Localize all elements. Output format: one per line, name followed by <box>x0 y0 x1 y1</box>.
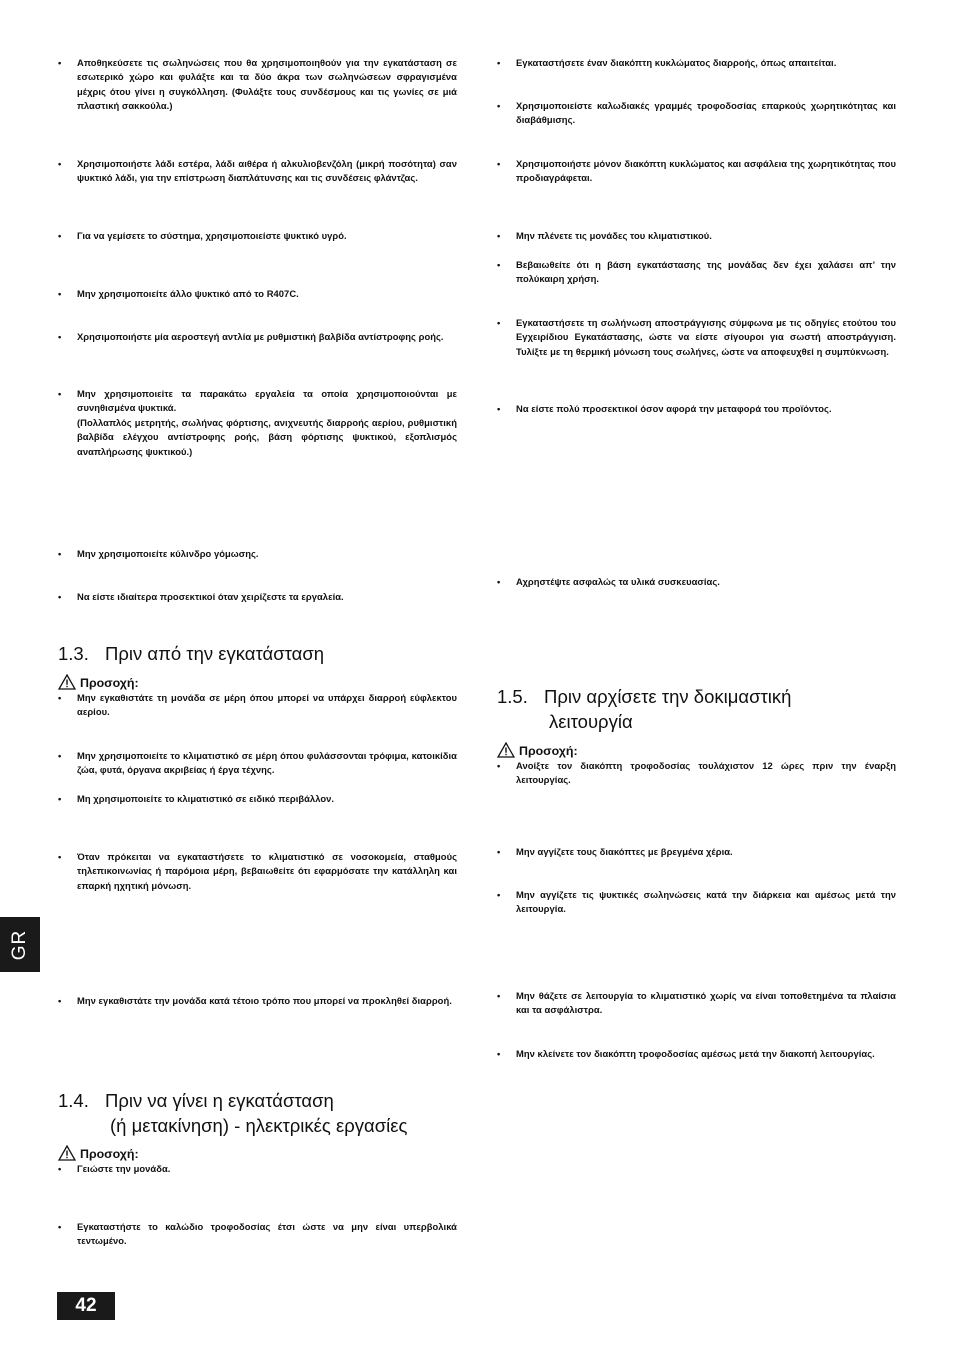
bullet-icon: • <box>497 100 501 111</box>
list-item: • Μην χρησιμοποιείτε κύλινδρο γόμωσης. <box>77 547 457 561</box>
list-item: • Εγκαταστήστε το καλώδιο τροφοδοσίας έτσι ώστε να μην είναι υπερβολικά τεντωμένο. <box>58 1221 457 1247</box>
section-heading-1-4: 1.4. Πριν να γίνει η εγκατάσταση (ή μετακίνηση) - ηλεκτρικές εργασίες <box>58 1090 408 1136</box>
bullet-icon: • <box>58 57 62 68</box>
bullet-icon: • <box>58 995 62 1006</box>
bullet-icon: • <box>58 331 62 342</box>
list-item: • Αχρηστέψτε ασφαλώς τα υλικά συσκευασίας. <box>516 575 896 589</box>
caution-label: Προσοχή: <box>58 1145 139 1162</box>
bullet-icon: • <box>497 1048 501 1059</box>
bullet-icon: • <box>497 889 501 900</box>
page-number: 42 <box>57 1292 115 1320</box>
list-item: • Να είστε ιδιαίτερα προσεκτικοί όταν χειρίζεστε τα εργαλεία. <box>77 590 457 604</box>
list-item: • Μην αγγίζετε τους διακόπτες με βρεγμένα χέρια. <box>516 845 896 859</box>
list-item: • Μην χρησιμοποιείτε το κλιματιστικό σε μέρη όπου φυλάσσονται τρόφιμα, κατοικίδια ζώα, φυτά, όργανα ακριβείας ή έργα τέχνης. <box>58 750 457 776</box>
warning-icon <box>58 1145 76 1161</box>
list-item: • Μην χρησιμοποιείτε άλλο ψυκτικό από το R407C. <box>77 287 457 301</box>
bullet-icon: • <box>58 548 62 559</box>
list-item: • Μην αγγίζετε τις ψυκτικές σωληνώσεις κατά την διάρκεια και αμέσως μετά την λειτουργία. <box>497 889 896 915</box>
bullet-icon: • <box>497 990 501 1001</box>
warning-icon <box>497 742 515 758</box>
bullet-icon: • <box>58 851 62 862</box>
bullet-icon: • <box>58 591 62 602</box>
bullet-icon: • <box>58 1163 62 1174</box>
bullet-icon: • <box>58 692 62 703</box>
bullet-icon: • <box>497 230 501 241</box>
list-item: • Μην κλείνετε τον διακόπτη τροφοδοσίας αμέσως μετά την διακοπή λειτουργίας. <box>516 1047 896 1061</box>
section-heading-1-3: 1.3. Πριν από την εγκατάσταση <box>58 643 325 664</box>
list-item: • Χρησιμοποιήστε μία αεροστεγή αντλία με ρυθμιστική βαλβίδα αντίστροφης ροής. <box>77 330 457 344</box>
list-item: • Χρησιμοποιήστε λάδι εστέρα, λάδι αιθέρα ή αλκυλιοβενζόλη (μικρή ποσότητα) σαν ψυκτικό λάδι, για την επίστρωση διαπλάτυνσης και τις συνδέσεις φλάντζας. <box>58 158 457 184</box>
language-tab: GR <box>0 917 40 972</box>
bullet-icon: • <box>497 760 501 771</box>
bullet-icon: • <box>497 403 501 414</box>
warning-icon <box>58 674 76 690</box>
section-heading-1-5: 1.5. Πριν αρχίσετε την δοκιμαστική λειτουργία <box>497 686 792 732</box>
list-item: • Μην εγκαθιστάτε τη μονάδα σε μέρη όπου μπορεί να υπάρχει διαρροή εύφλεκτου αερίου. <box>58 692 457 718</box>
list-item: • Γειώστε την μονάδα. <box>77 1162 457 1176</box>
list-item: • Εγκαταστήσετε τη σωλήνωση αποστράγγισης σύμφωνα με τις οδηγίες ετούτου του Εγχειρίδιου Εγκατάστασης, ώστε να είστε σίγουροι για σωστή αποστράγγιση. Τυλίξτε με τη θερμική μόνωση τους σωλήνες, ώστε να αποφευχθεί η συμπύκνωση. <box>497 317 896 357</box>
list-item: • Βεβαιωθείτε ότι η βάση εγκατάστασης της μονάδας δεν έχει χαλάσει απ’ την πολύκαιρη χρήση. <box>497 259 896 285</box>
list-item: • Μην πλένετε τις μονάδες του κλιματιστικού. <box>516 229 896 243</box>
bullet-icon: • <box>497 158 501 169</box>
bullet-icon: • <box>58 288 62 299</box>
bullet-icon: • <box>497 259 501 270</box>
bullet-icon: • <box>497 317 501 328</box>
list-item: • Μη χρησιμοποιείτε το κλιματιστικό σε ειδικό περιβάλλον. <box>77 792 457 806</box>
list-item: • Εγκαταστήσετε έναν διακόπτη κυκλώματος διαρροής, όπως απαιτείται. <box>516 56 896 70</box>
list-item: • Χρησιμοποιήστε μόνον διακόπτη κυκλώματος και ασφάλεια της χωρητικότητας που προδιαγράφεται. <box>497 158 896 184</box>
list-item: • Μην θάζετε σε λειτουργία το κλιματιστικό χωρίς να είναι τοποθετημένα τα πλαίσια και τα ασφάλιστρα. <box>497 990 896 1016</box>
bullet-icon: • <box>58 1221 62 1232</box>
list-item: • Χρησιμοποιείστε καλωδιακές γραμμές τροφοδοσίας επαρκούς χωρητικότητας και διαβάθμισης. <box>497 100 896 126</box>
list-item: • Για να γεμίσετε το σύστημα, χρησιμοποιείστε ψυκτικό υγρό. <box>77 229 457 243</box>
bullet-icon: • <box>58 750 62 761</box>
bullet-icon: • <box>497 57 501 68</box>
list-item: • Μην χρησιμοποιείτε τα παρακάτω εργαλεία τα οποία χρησιμοποιούνται με συνηθισμένα ψυκτικά. (Πολλαπλός μετρητής, σωλήνας φόρτισης, ανιχνευτής διαρροής αερίου, ρυθμιστική βαλβίδα ελέγχου αντίστροφης ροής, βάση φόρτισης ψυκτικού, εξοπλισμός αναπλήρωσης ψυκτικού.) <box>58 388 457 457</box>
list-item: • Να είστε πολύ προσεκτικοί όσον αφορά την μεταφορά του προϊόντος. <box>516 402 896 416</box>
bullet-icon: • <box>58 230 62 241</box>
bullet-icon: • <box>497 576 501 587</box>
list-item: • Αποθηκεύσετε τις σωληνώσεις που θα χρησιμοποιηθούν για την εγκατάσταση σε εσωτερικό χώρο και φυλάξτε και τα δύο άκρα των σωληνώσεων σφραγισμένα μέχρις ότου γίνει η συγκόλληση. (Φυλάξτε τους συνδέσμους και τις γωνίες σε μιά πλαστική σακκούλα.) <box>58 57 457 112</box>
list-item: • Ανοίξτε τον διακόπτη τροφοδοσίας τουλάχιστον 12 ώρες πριν την έναρξη λειτουργίας. <box>497 760 896 786</box>
bullet-icon: • <box>58 793 62 804</box>
list-item: • Μην εγκαθιστάτε την μονάδα κατά τέτοιο τρόπο που μπορεί να προκληθεί διαρροή. <box>77 994 457 1008</box>
bullet-icon: • <box>58 388 62 399</box>
caution-label: Προσοχή: <box>497 742 578 759</box>
bullet-icon: • <box>497 846 501 857</box>
bullet-icon: • <box>58 158 62 169</box>
caution-label: Προσοχή: <box>58 674 139 691</box>
list-item: • Όταν πρόκειται να εγκαταστήσετε το κλιματιστικό σε νοσοκομεία, σταθμούς τηλεπικοινωνίας ή παρόμοια μέρη, βεβαιωθείτε ότι εφαρμόσατε την κατάλληλη και επαρκή ηχητική μόνωση. <box>58 851 457 891</box>
